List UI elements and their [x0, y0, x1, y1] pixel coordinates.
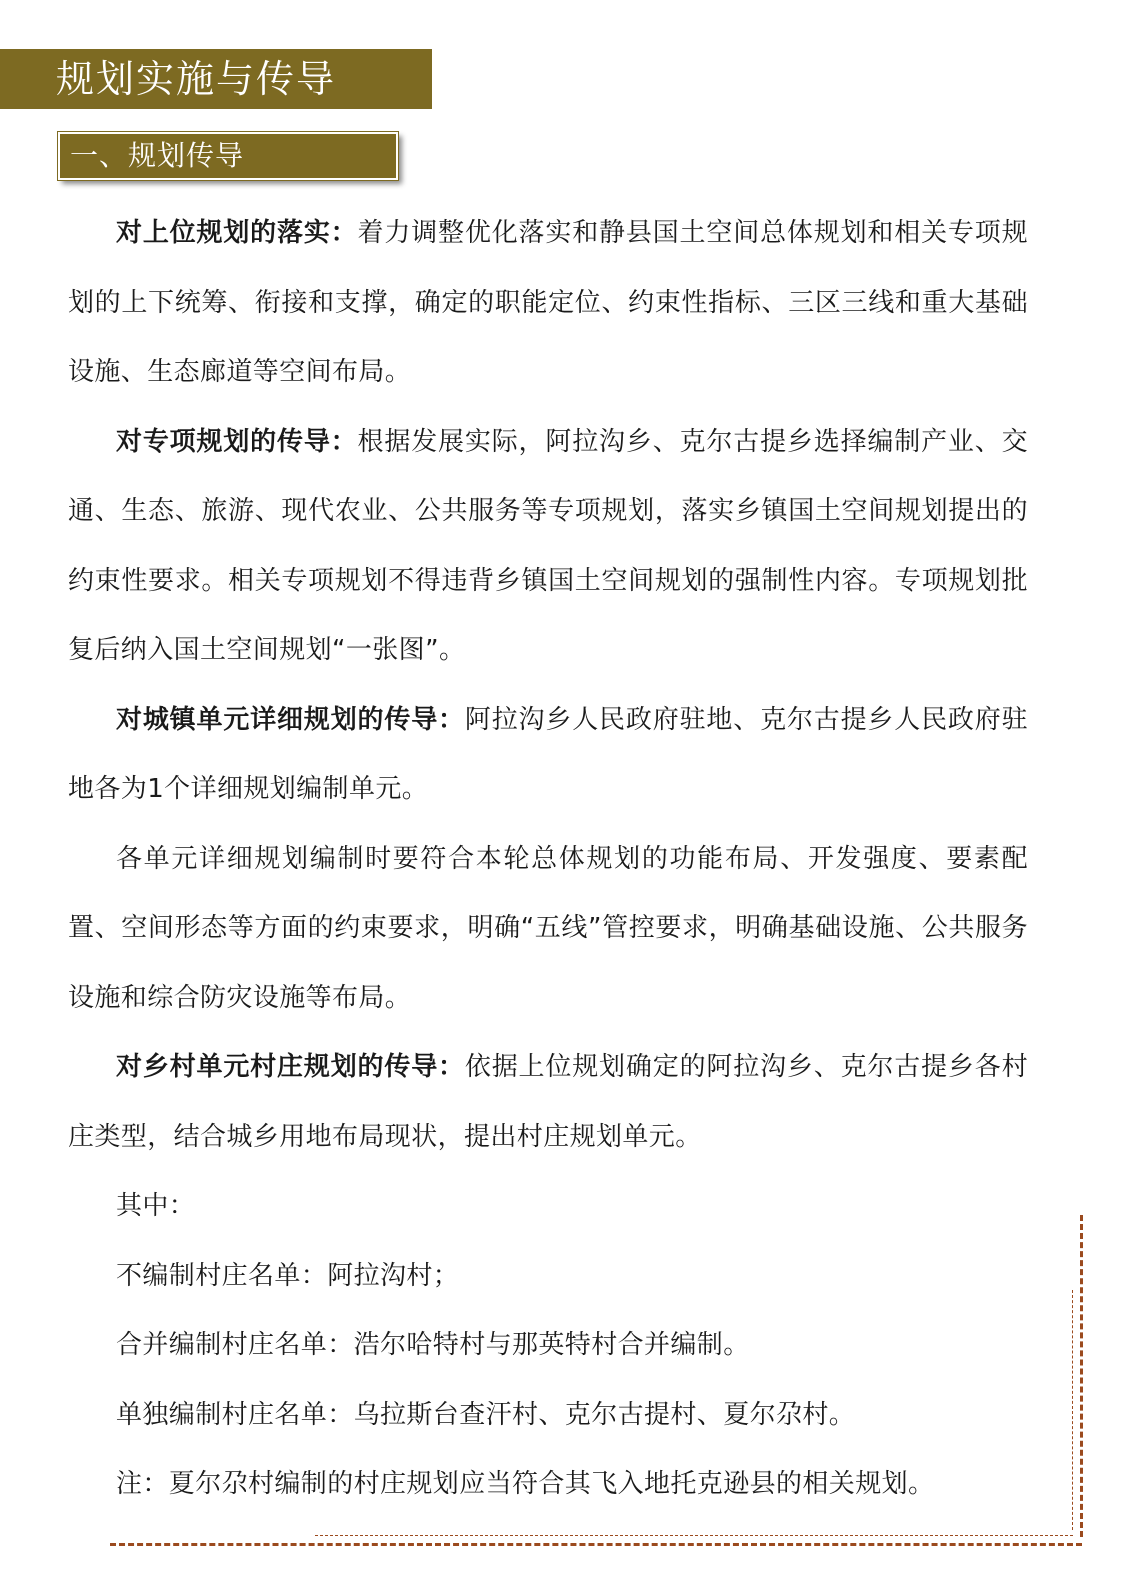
decorative-dashed-border-bottom: [110, 1543, 1082, 1546]
paragraph-town-unit: [68, 686, 1028, 825]
paragraph-village-unit: [68, 1033, 1028, 1172]
paragraph-lead: 对上位规划的落实：: [116, 218, 358, 248]
paragraph-text: 各单元详细规划编制时要符合本轮总体规划的功能布局、开发强度、要素配置、空间形态等方面的约束要求，明确“五线”管控要求，明确基础设施、公共服务设施和综合防灾设施等布局。: [68, 843, 1028, 1013]
paragraph-upper-plan: [68, 199, 1028, 408]
paragraph-text: 根据发展实际，阿拉沟乡、克尔古提乡选择编制产业、交通、生态、旅游、现代农业、公共服务等专项规划，落实乡镇国土空间规划提出的约束性要求。相关专项规划不得违背乡镇国土空间规划的强制性内容。专项规划批复后纳入国土空间规划“一张图”。: [68, 426, 1028, 665]
document-body: [68, 199, 1028, 1520]
paragraph-lead: 对乡村单元村庄规划的传导：: [116, 1052, 465, 1082]
list-item: 合并编制村庄名单：浩尔哈特村与那英特村合并编制。: [116, 1330, 750, 1360]
paragraph-lead: 对城镇单元详细规划的传导：: [116, 704, 465, 735]
list-item: 不编制村庄名单：阿拉沟村；: [116, 1260, 460, 1291]
paragraph-text: 阿拉沟乡人民政府驻地、克尔古提乡人民政府驻地各为1个详细规划编制单元。: [68, 704, 1028, 804]
page-title-bar: [0, 49, 432, 109]
list-item: 单独编制村庄名单：乌拉斯台查汗村、克尔古提村、夏尔尕村。: [116, 1399, 856, 1430]
list-note: 注：夏尔尕村编制的村庄规划应当符合其飞入地托克逊县的相关规划。: [116, 1469, 935, 1499]
paragraph-text: 依据上位规划确定的阿拉沟乡、克尔古提乡各村庄类型，结合城乡用地布局现状，提出村庄规划单元。: [68, 1052, 1028, 1152]
section-heading-box: [58, 132, 398, 180]
page-title: 规划实施与传导: [56, 57, 337, 101]
paragraph-unit-requirements: [68, 825, 1028, 1034]
decorative-dashed-border-right: [1080, 1215, 1083, 1537]
section-heading: 一、规划传导: [70, 139, 245, 172]
list-intro: 其中：: [116, 1191, 196, 1221]
paragraph-special-plan: [68, 408, 1028, 686]
decorative-dashed-border-inner-bottom: [315, 1535, 1073, 1536]
paragraph-lead: 对专项规划的传导：: [116, 426, 358, 457]
decorative-dashed-border-inner-right: [1072, 1290, 1073, 1530]
paragraph-text: 着力调整优化落实和静县国土空间总体规划和相关专项规划的上下统筹、衔接和支撑，确定的职能定位、约束性指标、三区三线和重大基础设施、生态廊道等空间布局。: [68, 218, 1028, 387]
